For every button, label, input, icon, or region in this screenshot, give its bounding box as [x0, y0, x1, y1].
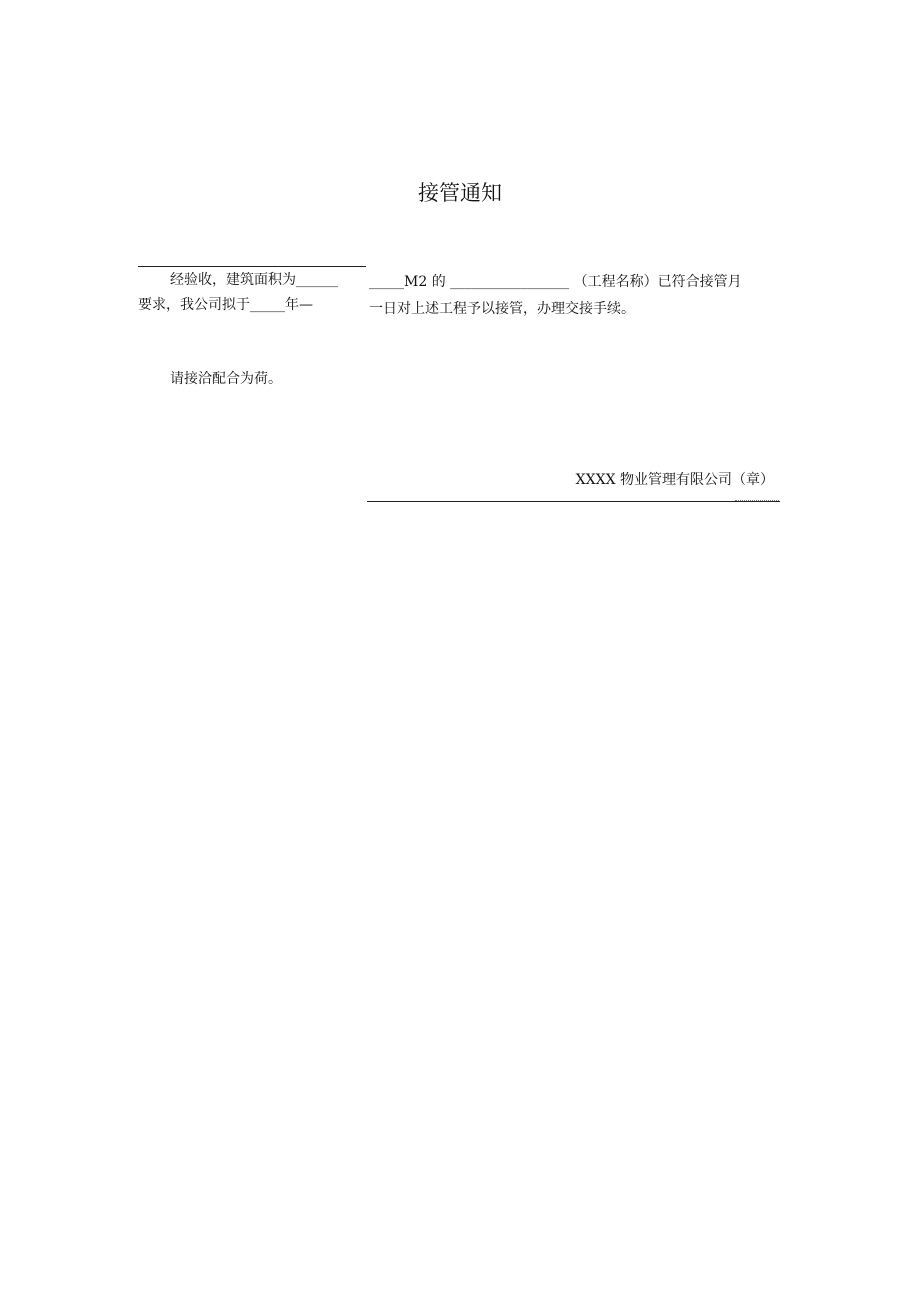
body-right-line-2: 一日对上述工程予以接管，办理交接手续。 [369, 301, 635, 317]
body-right-line-1: _____M2 的 _________________ （工程名称）已符合接管月 [369, 274, 742, 290]
date-dots-decoration [735, 500, 779, 503]
body-left-line-2: 要求，我公司拟于_____年— [138, 297, 313, 313]
date-line [367, 501, 780, 502]
addressee-line [138, 266, 366, 267]
body-left-line-1: 经验收，建筑面积为______ [170, 272, 338, 288]
company-signature: XXXX 物业管理有限公司（章） [575, 472, 774, 488]
page-title: 接管通知 [418, 181, 502, 205]
closing-text: 请接洽配合为荷。 [170, 371, 282, 387]
